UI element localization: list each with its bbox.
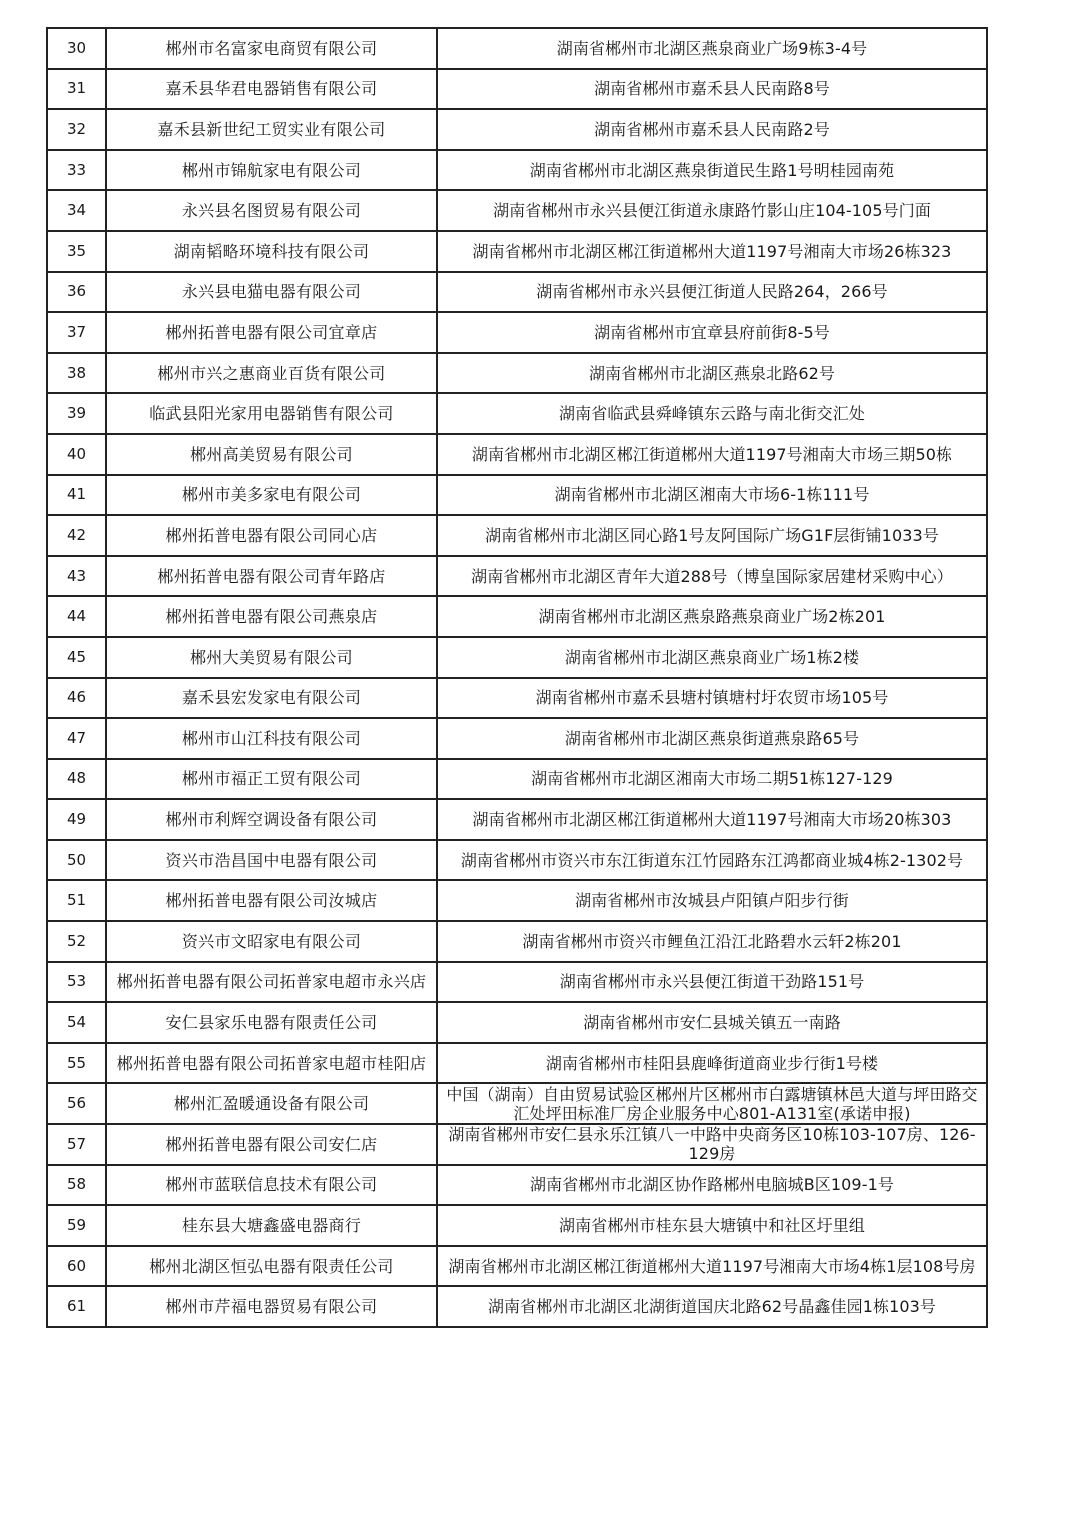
table-row xyxy=(47,1165,987,1206)
table-row xyxy=(47,231,987,272)
row-number-cell: 38 xyxy=(47,353,106,394)
company-address-cell: 湖南省郴州市永兴县便江街道人民路264，266号 xyxy=(437,272,987,313)
row-number-cell: 46 xyxy=(47,678,106,719)
company-name-cell: 郴州市蓝联信息技术有限公司 xyxy=(106,1165,437,1206)
table-row xyxy=(47,637,987,678)
row-number-cell: 30 xyxy=(47,28,106,69)
table-row xyxy=(47,109,987,150)
row-number-cell: 61 xyxy=(47,1286,106,1327)
company-address-cell: 湖南省郴州市资兴市东江街道东江竹园路东江鸿都商业城4栋2-1302号 xyxy=(437,840,987,881)
company-address-cell: 湖南省郴州市北湖区湘南大市场二期51栋127-129 xyxy=(437,759,987,800)
company-name-cell: 郴州北湖区恒弘电器有限责任公司 xyxy=(106,1246,437,1287)
company-name-cell: 临武县阳光家用电器销售有限公司 xyxy=(106,393,437,434)
company-address-cell: 湖南省郴州市北湖区燕泉路燕泉商业广场2栋201 xyxy=(437,596,987,637)
company-name-cell: 郴州拓普电器有限公司同心店 xyxy=(106,515,437,556)
company-address-cell: 湖南省郴州市北湖区协作路郴州电脑城B区109-1号 xyxy=(437,1165,987,1206)
table-row xyxy=(47,1246,987,1287)
company-name-cell: 安仁县家乐电器有限责任公司 xyxy=(106,1002,437,1043)
company-name-cell: 郴州拓普电器有限公司拓普家电超市桂阳店 xyxy=(106,1043,437,1084)
row-number-cell: 53 xyxy=(47,962,106,1003)
company-address-cell: 湖南省郴州市嘉禾县塘村镇塘村圩农贸市场105号 xyxy=(437,678,987,719)
company-name-cell: 嘉禾县宏发家电有限公司 xyxy=(106,678,437,719)
company-name-cell: 郴州大美贸易有限公司 xyxy=(106,637,437,678)
row-number-cell: 31 xyxy=(47,69,106,110)
table-row xyxy=(47,312,987,353)
company-address-cell: 湖南省郴州市北湖区同心路1号友阿国际广场G1F层街铺1033号 xyxy=(437,515,987,556)
company-address-cell: 湖南省郴州市北湖区燕泉街道燕泉路65号 xyxy=(437,718,987,759)
company-name-cell: 郴州市利辉空调设备有限公司 xyxy=(106,799,437,840)
company-address-cell: 湖南省郴州市嘉禾县人民南路8号 xyxy=(437,69,987,110)
company-address-cell: 湖南省郴州市北湖区郴江街道郴州大道1197号湘南大市场4栋1层108号房 xyxy=(437,1246,987,1287)
row-number-cell: 33 xyxy=(47,150,106,191)
company-address-cell: 湖南省郴州市北湖区北湖街道国庆北路62号晶鑫佳园1栋103号 xyxy=(437,1286,987,1327)
row-number-cell: 41 xyxy=(47,475,106,516)
company-name-cell: 资兴市浩昌国中电器有限公司 xyxy=(106,840,437,881)
company-name-cell: 郴州拓普电器有限公司宜章店 xyxy=(106,312,437,353)
row-number-cell: 40 xyxy=(47,434,106,475)
row-number-cell: 43 xyxy=(47,556,106,597)
row-number-cell: 57 xyxy=(47,1124,106,1165)
company-list-table xyxy=(46,27,988,1328)
company-address-cell: 湖南省郴州市北湖区郴江街道郴州大道1197号湘南大市场26栋323 xyxy=(437,231,987,272)
table-row xyxy=(47,475,987,516)
row-number-cell: 58 xyxy=(47,1165,106,1206)
table-row xyxy=(47,880,987,921)
company-address-cell: 湖南省郴州市北湖区燕泉北路62号 xyxy=(437,353,987,394)
table-row xyxy=(47,1002,987,1043)
table-row xyxy=(47,921,987,962)
company-name-cell: 嘉禾县新世纪工贸实业有限公司 xyxy=(106,109,437,150)
row-number-cell: 54 xyxy=(47,1002,106,1043)
row-number-cell: 45 xyxy=(47,637,106,678)
company-address-cell: 湖南省郴州市汝城县卢阳镇卢阳步行街 xyxy=(437,880,987,921)
company-name-cell: 郴州市美多家电有限公司 xyxy=(106,475,437,516)
row-number-cell: 60 xyxy=(47,1246,106,1287)
row-number-cell: 42 xyxy=(47,515,106,556)
company-address-cell: 湖南省郴州市安仁县城关镇五一南路 xyxy=(437,1002,987,1043)
table-row xyxy=(47,962,987,1003)
table-row xyxy=(47,1286,987,1327)
company-address-cell: 湖南省郴州市永兴县便江街道永康路竹影山庄104-105号门面 xyxy=(437,190,987,231)
company-name-cell: 郴州拓普电器有限公司拓普家电超市永兴店 xyxy=(106,962,437,1003)
company-address-cell: 湖南省郴州市北湖区湘南大市场6-1栋111号 xyxy=(437,475,987,516)
table-row xyxy=(47,1205,987,1246)
table-row xyxy=(47,718,987,759)
company-name-cell: 郴州市锦航家电有限公司 xyxy=(106,150,437,191)
table-row xyxy=(47,596,987,637)
company-name-cell: 郴州拓普电器有限公司燕泉店 xyxy=(106,596,437,637)
company-address-cell: 湖南省郴州市北湖区燕泉街道民生路1号明桂园南苑 xyxy=(437,150,987,191)
company-name-cell: 郴州拓普电器有限公司汝城店 xyxy=(106,880,437,921)
company-address-cell: 湖南省郴州市桂阳县鹿峰街道商业步行街1号楼 xyxy=(437,1043,987,1084)
company-name-cell: 桂东县大塘鑫盛电器商行 xyxy=(106,1205,437,1246)
company-address-cell: 湖南省郴州市安仁县永乐江镇八一中路中央商务区10栋103-107房、126-129房 xyxy=(437,1124,987,1165)
row-number-cell: 56 xyxy=(47,1083,106,1124)
row-number-cell: 47 xyxy=(47,718,106,759)
company-name-cell: 郴州拓普电器有限公司青年路店 xyxy=(106,556,437,597)
company-address-cell: 湖南省郴州市永兴县便江街道干劲路151号 xyxy=(437,962,987,1003)
table-row xyxy=(47,150,987,191)
company-address-cell: 湖南省临武县舜峰镇东云路与南北街交汇处 xyxy=(437,393,987,434)
company-name-cell: 郴州市福正工贸有限公司 xyxy=(106,759,437,800)
company-name-cell: 永兴县名图贸易有限公司 xyxy=(106,190,437,231)
row-number-cell: 52 xyxy=(47,921,106,962)
table-row xyxy=(47,1083,987,1124)
row-number-cell: 59 xyxy=(47,1205,106,1246)
company-name-cell: 郴州汇盈暖通设备有限公司 xyxy=(106,1083,437,1124)
table-row xyxy=(47,434,987,475)
row-number-cell: 32 xyxy=(47,109,106,150)
table-body xyxy=(47,28,987,1327)
company-address-cell: 湖南省郴州市宜章县府前街8-5号 xyxy=(437,312,987,353)
row-number-cell: 44 xyxy=(47,596,106,637)
company-name-cell: 郴州高美贸易有限公司 xyxy=(106,434,437,475)
table-row xyxy=(47,840,987,881)
row-number-cell: 39 xyxy=(47,393,106,434)
company-name-cell: 郴州市芹福电器贸易有限公司 xyxy=(106,1286,437,1327)
table-row xyxy=(47,556,987,597)
table-row xyxy=(47,272,987,313)
table-row xyxy=(47,393,987,434)
company-name-cell: 郴州拓普电器有限公司安仁店 xyxy=(106,1124,437,1165)
table-row xyxy=(47,353,987,394)
row-number-cell: 48 xyxy=(47,759,106,800)
company-address-cell: 湖南省郴州市北湖区燕泉商业广场9栋3-4号 xyxy=(437,28,987,69)
company-address-cell: 湖南省郴州市资兴市鲤鱼江沿江北路碧水云轩2栋201 xyxy=(437,921,987,962)
table-row xyxy=(47,678,987,719)
table-row xyxy=(47,1124,987,1165)
row-number-cell: 37 xyxy=(47,312,106,353)
company-address-cell: 湖南省郴州市北湖区燕泉商业广场1栋2楼 xyxy=(437,637,987,678)
company-name-cell: 湖南韬略环境科技有限公司 xyxy=(106,231,437,272)
table-row xyxy=(47,28,987,69)
row-number-cell: 50 xyxy=(47,840,106,881)
company-address-cell: 湖南省郴州市北湖区青年大道288号（博皇国际家居建材采购中心） xyxy=(437,556,987,597)
table-row xyxy=(47,190,987,231)
table-row xyxy=(47,1043,987,1084)
company-name-cell: 郴州市名富家电商贸有限公司 xyxy=(106,28,437,69)
row-number-cell: 55 xyxy=(47,1043,106,1084)
company-name-cell: 郴州市兴之惠商业百货有限公司 xyxy=(106,353,437,394)
company-address-cell: 湖南省郴州市桂东县大塘镇中和社区圩里组 xyxy=(437,1205,987,1246)
company-name-cell: 嘉禾县华君电器销售有限公司 xyxy=(106,69,437,110)
row-number-cell: 35 xyxy=(47,231,106,272)
table-row xyxy=(47,799,987,840)
table-row xyxy=(47,515,987,556)
company-address-cell: 中国（湖南）自由贸易试验区郴州片区郴州市白露塘镇林邑大道与坪田路交汇处坪田标准厂房企业服务中心801-A131室(承诺申报) xyxy=(437,1083,987,1124)
row-number-cell: 36 xyxy=(47,272,106,313)
company-address-cell: 湖南省郴州市北湖区郴江街道郴州大道1197号湘南大市场20栋303 xyxy=(437,799,987,840)
row-number-cell: 49 xyxy=(47,799,106,840)
company-name-cell: 资兴市文昭家电有限公司 xyxy=(106,921,437,962)
table-row xyxy=(47,69,987,110)
row-number-cell: 34 xyxy=(47,190,106,231)
company-name-cell: 永兴县电猫电器有限公司 xyxy=(106,272,437,313)
row-number-cell: 51 xyxy=(47,880,106,921)
company-name-cell: 郴州市山江科技有限公司 xyxy=(106,718,437,759)
company-address-cell: 湖南省郴州市北湖区郴江街道郴州大道1197号湘南大市场三期50栋 xyxy=(437,434,987,475)
company-address-cell: 湖南省郴州市嘉禾县人民南路2号 xyxy=(437,109,987,150)
table-row xyxy=(47,759,987,800)
